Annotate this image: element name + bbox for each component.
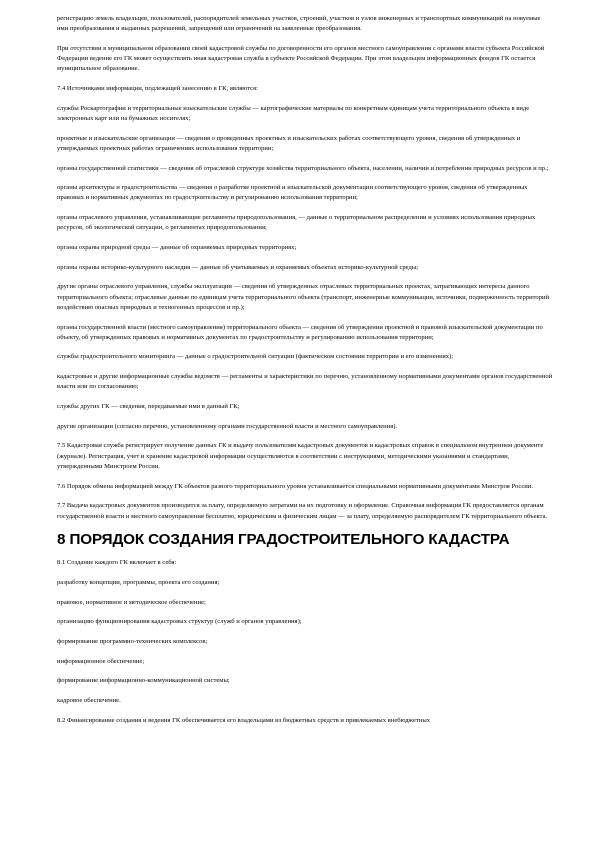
list-item: службы Роскартографии и территориальные изыскательские службы — картографические материалы по конкретным единицам учета территориального объекта в виде электронных карт или на бумажных носителях; [57, 104, 530, 122]
list-item: информационное обеспечение; [57, 657, 145, 665]
list-item: разработку концепции, программы, проекта его создания; [57, 578, 220, 586]
list-item: формирование программно-технических комплексов; [57, 638, 208, 646]
section-subheading-7-4: 7.4 Источниками информации, подлежащей занесению в ГК, являются: [57, 85, 258, 93]
list-item: проектные и изыскательские организации — сведения о проведенных проектных и изыскательских работах соответствующего уровня, сведения об утвержденных и утверждаемых проектных работах ограничениях использования территории; [57, 134, 521, 152]
paragraph-7-7: 7.7 Выдача кадастровых документов производится за плату, определяемую затратами на их подготовку и оформление. Справочная информация ГК предоставляется органам государственной власти и местного самоуправления бесплатно, юридическим и физическим лицам — за плату, определяемую распорядителем ГК территориального объекта. [57, 502, 548, 520]
paragraph: При отсутствии в муниципальном образовании своей кадастровой службы по договоренности его органов местного самоуправления с органами власти субъекта Российской Федерации ведение его ГК может осуществлять иная кадастровая служба в субъекте Российской Федерации. При этом владельцем информационных фондов ГК остается муниципальное образование. [57, 44, 545, 73]
list-item: другие организации (согласно перечню, установленному органами государственной власти и местного самоуправления). [57, 422, 398, 430]
list-item: другие органы отраслевого управления, службы эксплуатации — сведения об утвержденных отраслевых территориальных проектах, затрагивающих интересы данного территориального объекта; отраслевые данные по единицам учета территориального объекта (транспорт, инженерные коммуникации, источники, подверженность территорий воздействию опасных природных и техногенных процессов и пр.); [57, 283, 550, 311]
paragraph-7-5: 7.5 Кадастровая служба регистрирует получение данных ГК и выдачу пользователям кадастровых документов и кадастровых справок в специальном внутреннем документе (журнале). Регистрация, учет и хранение кадастровой информации осуществляются в соответствии с инструкциями, методическими указаниями и стандартами, утвержденными Минстроем России. [57, 442, 544, 470]
section-heading: 8 ПОРЯДОК СОЗДАНИЯ ГРАДОСТРОИТЕЛЬНОГО КАДАСТРА [57, 531, 510, 549]
list-item: органы государственной власти (местного самоуправления) территориального объекта — сведения об утверждении проектной и правовой изыскательской документации по объекту, об утвержденных правовых и нормативных документах по градостроительству и регулированию использования территории; [57, 323, 543, 341]
list-item: органы отраслевого управления, устанавливающие регламенты природопользования, — данные о территориальном распределении и условиях использования природных ресурсов, об экологической ситуации, о регламентах природопользования; [57, 214, 536, 232]
list-item: службы других ГК — сведения, передаваемые ими в данный ГК; [57, 403, 240, 411]
list-item: службы градостроительного мониторинга — данные о градостроительной ситуации (фактическом состоянии территории и его изменениях); [57, 353, 454, 361]
list-item: органы государственной статистики — сведения об отраслевой структуре хозяйства территориального объекта, населении, наличии и потреблении природных ресурсов и пр.; [57, 164, 549, 172]
list-item: организацию функционирования кадастровых структур (служб и органов управления); [57, 618, 302, 626]
list-item: правовое, нормативное и методическое обеспечение; [57, 598, 206, 606]
document-page [57, 14, 553, 736]
list-item: органы охраны историко-культурного наследия — данные об учитываемых и охраняемых объектах историко-культурной среды; [57, 263, 419, 271]
paragraph: регистрацию земель владельцев, пользователей, распорядителей земельных участков, строений, участков и узлов инженерных и транспортных коммуникаций на новуемые ими преобразования и выданных разрешений, запрещений или ограничений на заявленные преобразования. [57, 15, 541, 33]
list-item: органы охраны природной среды — данные об охраняемых природных территориях; [57, 244, 297, 252]
paragraph-8-2: 8.2 Финансирование создания и ведения ГК обеспечивается его владельцами из бюджетных средств и привлекаемых внебюджетных [57, 716, 431, 724]
paragraph-8-1: 8.1 Создание каждого ГК включает в себя: [57, 559, 177, 567]
list-item: кадастровые и другие информационные службы ведомств — регламенты и характеристики по перечню, установленному нормативными документами органов государственной власти или по согласованию; [57, 373, 553, 391]
list-item: кадровое обеспечение. [57, 697, 121, 705]
paragraph-7-6: 7.6 Порядок обмена информацией между ГК объектов разного территориального уровня устанавливается специальными нормативными документами Минстроя России. [57, 482, 533, 490]
list-item: формирование информационно-коммуникационной системы; [57, 677, 230, 685]
list-item: органы архитектуры и градостроительства — сведения о разработке проектной и изыскательской документации соответствующего уровня, сведения об утвержденных правовых и нормативных документах по градостроительству и регулированию использования территории; [57, 184, 528, 202]
